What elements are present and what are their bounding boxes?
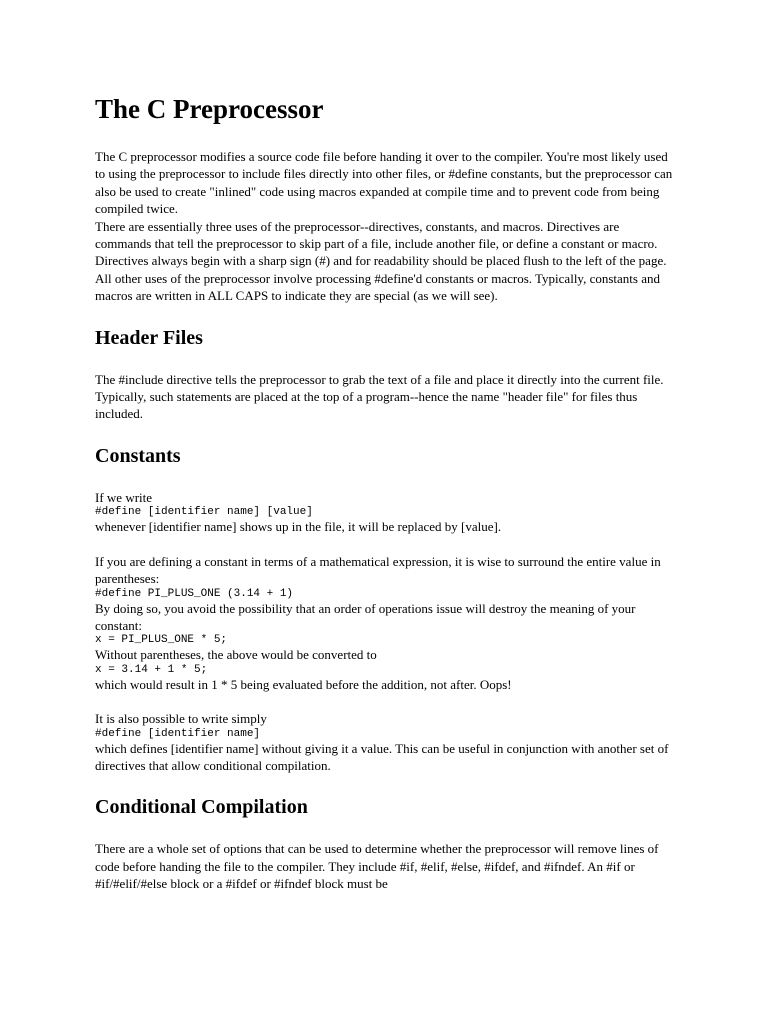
if-we-write-text: If we write <box>95 489 153 505</box>
code-define-identifier: #define [identifier name] <box>95 727 261 740</box>
code-define-pi-plus-one: #define PI_PLUS_ONE (3.14 + 1) <box>95 587 294 600</box>
result-text: which would result in 1 * 5 being evaluated before the addition, not after. Oops! <box>95 676 512 692</box>
header-files-heading: Header Files <box>95 326 203 349</box>
without-parentheses-text: Without parentheses, the above would be converted to <box>95 647 377 663</box>
by-doing-so-text: By doing so, you avoid the possibility that an order of operations issue will destroy the meaning of your constant: <box>95 600 636 633</box>
conditional-compilation-heading: Conditional Compilation <box>95 796 308 819</box>
math-expression-text: If you are defining a constant in terms of a mathematical expression, it is wise to surround the entire value in parentheses: <box>95 553 661 587</box>
which-defines-text: which defines [identifier name] without giving it a value. This can be useful in conjunction with another set of directives that allow conditional compilation. <box>95 740 669 773</box>
also-possible-text: It is also possible to write simply <box>95 711 267 727</box>
page-title: The C Preprocessor <box>95 94 324 124</box>
whenever-text: whenever [identifier name] shows up in the file, it will be replaced by [value]. <box>95 519 502 535</box>
intro-paragraph-2: There are essentially three uses of the preprocessor--directives, constants, and macros. Directives are commands that tell the preprocessor to skip part of a file, include another file, or define a constant or macro. Directives always begin with a sharp sign (#) and for readability should be placed flush to the left of the page. All other uses of the preprocessor involve processing #define'd constants or macros. Typically, constants and macros are written in ALL CAPS to indicate they are special (as we will see). <box>95 218 667 304</box>
code-x-equals-expanded: x = 3.14 + 1 * 5; <box>95 663 208 676</box>
document-page <box>95 92 675 893</box>
code-define-identifier-value: #define [identifier name] [value] <box>95 506 313 519</box>
header-files-paragraph: The #include directive tells the preprocessor to grab the text of a file and place it directly into the current file. Typically, such statements are placed at the top of a program--hence the name "header file" for files thus included. <box>95 371 664 422</box>
intro-paragraph-1: The C preprocessor modifies a source code file before handing it over to the compiler. You're most likely used to using the preprocessor to include files directly into other files, or #define constants, but the preprocessor can also be used to create "inlined" code using macros expanded at compile time and to prevent code from being compiled twice. <box>95 149 673 217</box>
constants-heading: Constants <box>95 444 181 467</box>
code-x-equals-pi: x = PI_PLUS_ONE * 5; <box>95 634 228 647</box>
conditional-paragraph: There are a whole set of options that can be used to determine whether the preprocessor will remove lines of code before handing the file to the compiler. They include #if, #elif, #else, #ifdef, and #ifndef. An #if or #if/#elif/#else block or a #ifdef or #ifndef block must be <box>95 841 659 892</box>
